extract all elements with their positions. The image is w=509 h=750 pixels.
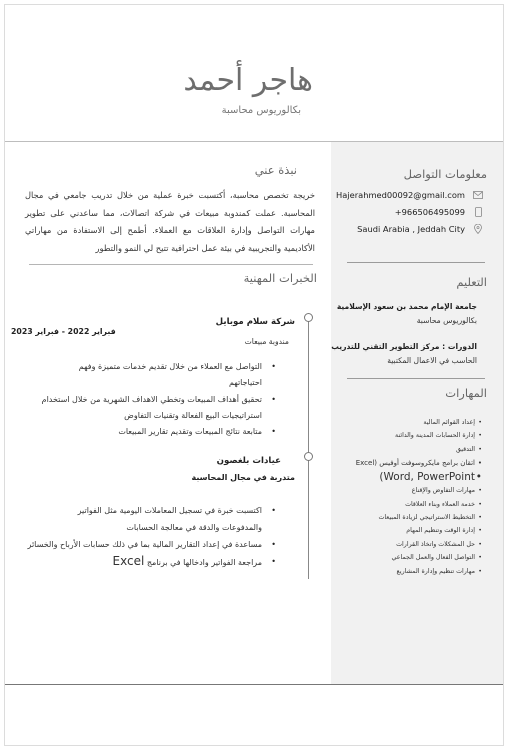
skill-item: • اتقان برامج مايكروسوفت أوفيس (Excel (329, 456, 479, 470)
job-company: عيادات بلغصون (216, 456, 281, 466)
education-heading: التعليم (456, 275, 487, 289)
skill-item: • إعداد القوائم المالية (329, 416, 479, 429)
candidate-degree: بكالوريوس محاسبة (221, 105, 301, 116)
job-date: فبراير 2022 - فبراير 2023 (11, 327, 116, 336)
candidate-name: هاجر أحمد (183, 63, 313, 98)
skill-item: • إدارة الوقت وتنظيم المهام (329, 524, 479, 537)
skill-item: • إدارة الحسابات المدينة والدائنة (329, 429, 479, 442)
education-divider (347, 378, 485, 379)
job-company: شركة سلام موبايل (215, 317, 295, 327)
timeline-dot (304, 313, 313, 322)
job-bullet: • تحقيق أهداف المبيعات وتخطي الاهداف الشهرية من خلال استخدام (42, 392, 276, 408)
skill-item: • مهارات تنظيم وإدارة المشاريع (329, 565, 479, 578)
job-bullet-text: مراجعة الفواتير وادخالها في برنامج (146, 558, 262, 567)
job-bullet-continued: احتياجاتهم (228, 378, 262, 388)
skill-item: • التواصل الفعال والعمل الجماعي (329, 551, 479, 564)
experience-timeline (308, 319, 309, 579)
job-role: مندوبة مبيعات (244, 337, 289, 346)
location-text: Saudi Arabia , Jeddah City (357, 224, 465, 234)
mail-icon (473, 190, 483, 200)
skill-item: • مهارات التفاوض والإقناع (329, 484, 479, 497)
resume-page (4, 4, 504, 746)
courses-name: الحاسب في الاعمال المكتبية (387, 356, 477, 365)
job-bullet: • مساعدة في إعداد التقارير المالية بما في ذلك حسابات الأرباح والخسائر (28, 536, 276, 553)
about-heading: نبذة عني (254, 163, 297, 177)
excel-word: Excel (112, 554, 145, 568)
phone-icon (473, 207, 483, 217)
skill-item: • خدمة العملاء وبناء العلاقات (329, 498, 479, 511)
job-bullet-continued: والمدفوعات والدقة في معالجة الحسابات (126, 523, 262, 532)
education-university: جامعة الإمام محمد بن سعود الإسلامية (336, 302, 477, 311)
contact-phone-row (395, 207, 483, 217)
job-bullet: • التواصل مع العملاء من خلال تقديم خدمات متميزة وفهم (42, 359, 276, 375)
contact-divider (347, 262, 485, 263)
experience-heading: الخبرات المهنية (243, 271, 317, 285)
location-pin-icon (473, 224, 483, 234)
job-bullet: • متابعة نتائج المبيعات وتقديم تقارير المبيعات (42, 424, 276, 440)
contact-email-row (336, 190, 483, 200)
skill-item: • التدقيق (329, 443, 479, 456)
job-role: متدربة في مجال المحاسبة (191, 473, 295, 482)
timeline-dot (304, 452, 313, 461)
about-text: خريجة تخصص محاسبة، أكتسبت خبرة عملية من خلال تدريب جامعي في مجال المحاسبة. عملت كمندوبة مبيعات في شركة اتصالات، مما ساعدني على تطوير مهارات التواصل وإدارة العلاقات مع العملاء. أطمح إلى الاستفادة من مهاراتي الأكاديمية والتجريبية في بيئة عمل احترافية تتيح لي النمو والتطور (25, 190, 315, 253)
skill-item: • التخطيط الاستراتيجي لزيادة المبيعات (329, 511, 479, 524)
phone-text: +966506495099 (394, 207, 465, 217)
skill-item: • حل المشكلات واتخاذ القرارات (329, 538, 479, 551)
education-degree: بكالوريوس محاسبة (416, 316, 477, 325)
skills-heading: المهارات (445, 386, 487, 400)
job-bullets (42, 359, 276, 440)
email-text: Hajerahmed00092@gmail.com (335, 190, 465, 200)
contact-heading: معلومات التواصل (403, 167, 487, 181)
courses-title: الدورات : مركز التطوير التقني للتدريب (331, 342, 477, 351)
job-bullets (28, 502, 276, 571)
job-bullet-continued: استراتيجيات البيع الفعالة وتقنيات التفاوض (124, 410, 262, 420)
job-bullet: • اكتسبت خبرة في تسجيل المعاملات اليومية مثل الفواتير (28, 502, 276, 519)
skill-item-continued: • Word, PowerPoint) (329, 470, 479, 484)
skills-list (329, 416, 479, 578)
contact-location-row (357, 224, 483, 234)
bottom-divider (5, 684, 504, 685)
about-divider (29, 264, 313, 265)
job-bullet (28, 553, 276, 571)
